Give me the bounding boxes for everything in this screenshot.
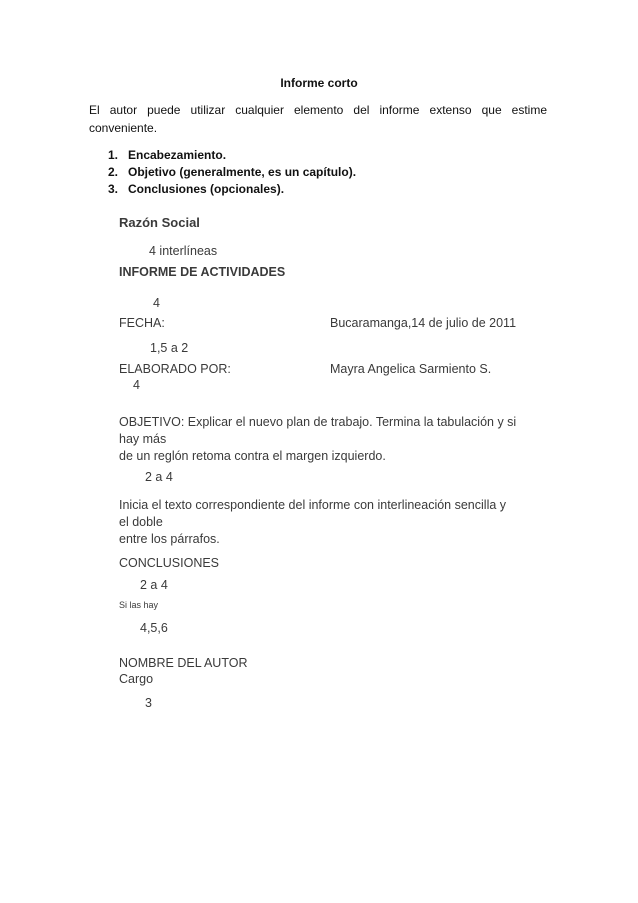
fecha-label: FECHA: <box>119 316 165 330</box>
texto-block <box>119 497 524 548</box>
objetivo-line: OBJETIVO: Explicar el nuevo plan de trabajo. Termina la tabulación y si <box>119 415 517 429</box>
elaborado-value: Mayra Angelica Sarmiento S. <box>330 362 492 376</box>
elements-list <box>108 147 356 198</box>
spacing-note: 4 interlíneas <box>149 244 218 258</box>
list-item <box>108 147 356 164</box>
spacing-note: 4 <box>153 296 160 310</box>
list-number: 2. <box>108 165 119 179</box>
spacing-note: 2 a 4 <box>140 578 168 592</box>
list-item <box>108 164 356 181</box>
razon-social: Razón Social <box>119 215 200 230</box>
spacing-note: 4 <box>133 378 140 392</box>
si-las-hay-note: Si las hay <box>119 600 159 610</box>
list-item <box>108 181 356 198</box>
conclusiones-heading: CONCLUSIONES <box>119 556 220 570</box>
report-title: INFORME DE ACTIVIDADES <box>119 265 286 279</box>
spacing-note: 4,5,6 <box>140 621 168 635</box>
fecha-value: Bucaramanga,14 de julio de 2011 <box>330 316 517 330</box>
list-number: 3. <box>108 182 119 196</box>
page-title: Informe corto <box>280 76 358 90</box>
texto-line: Inicia el texto correspondiente del informe con interlineación sencilla y <box>119 498 507 512</box>
nombre-autor: NOMBRE DEL AUTOR <box>119 656 248 670</box>
spacing-note: 2 a 4 <box>145 470 173 484</box>
objetivo-block <box>119 414 524 465</box>
list-number: 1. <box>108 148 119 162</box>
texto-line: entre los párrafos. <box>119 532 220 546</box>
texto-line: el doble <box>119 515 163 529</box>
objetivo-line: hay más <box>119 432 167 446</box>
spacing-note: 3 <box>145 696 152 710</box>
objetivo-line: de un reglón retoma contra el margen izquierdo. <box>119 449 386 463</box>
intro-paragraph: El autor puede utilizar cualquier elemento del informe extenso que estime conveniente. <box>89 103 547 135</box>
list-text: Encabezamiento. <box>128 148 227 162</box>
list-text: Objetivo (generalmente, es un capítulo). <box>128 165 357 179</box>
list-text: Conclusiones (opcionales). <box>128 182 285 196</box>
cargo: Cargo <box>119 672 154 686</box>
elaborado-label: ELABORADO POR: <box>119 362 231 376</box>
spacing-note: 1,5 a 2 <box>150 341 189 355</box>
